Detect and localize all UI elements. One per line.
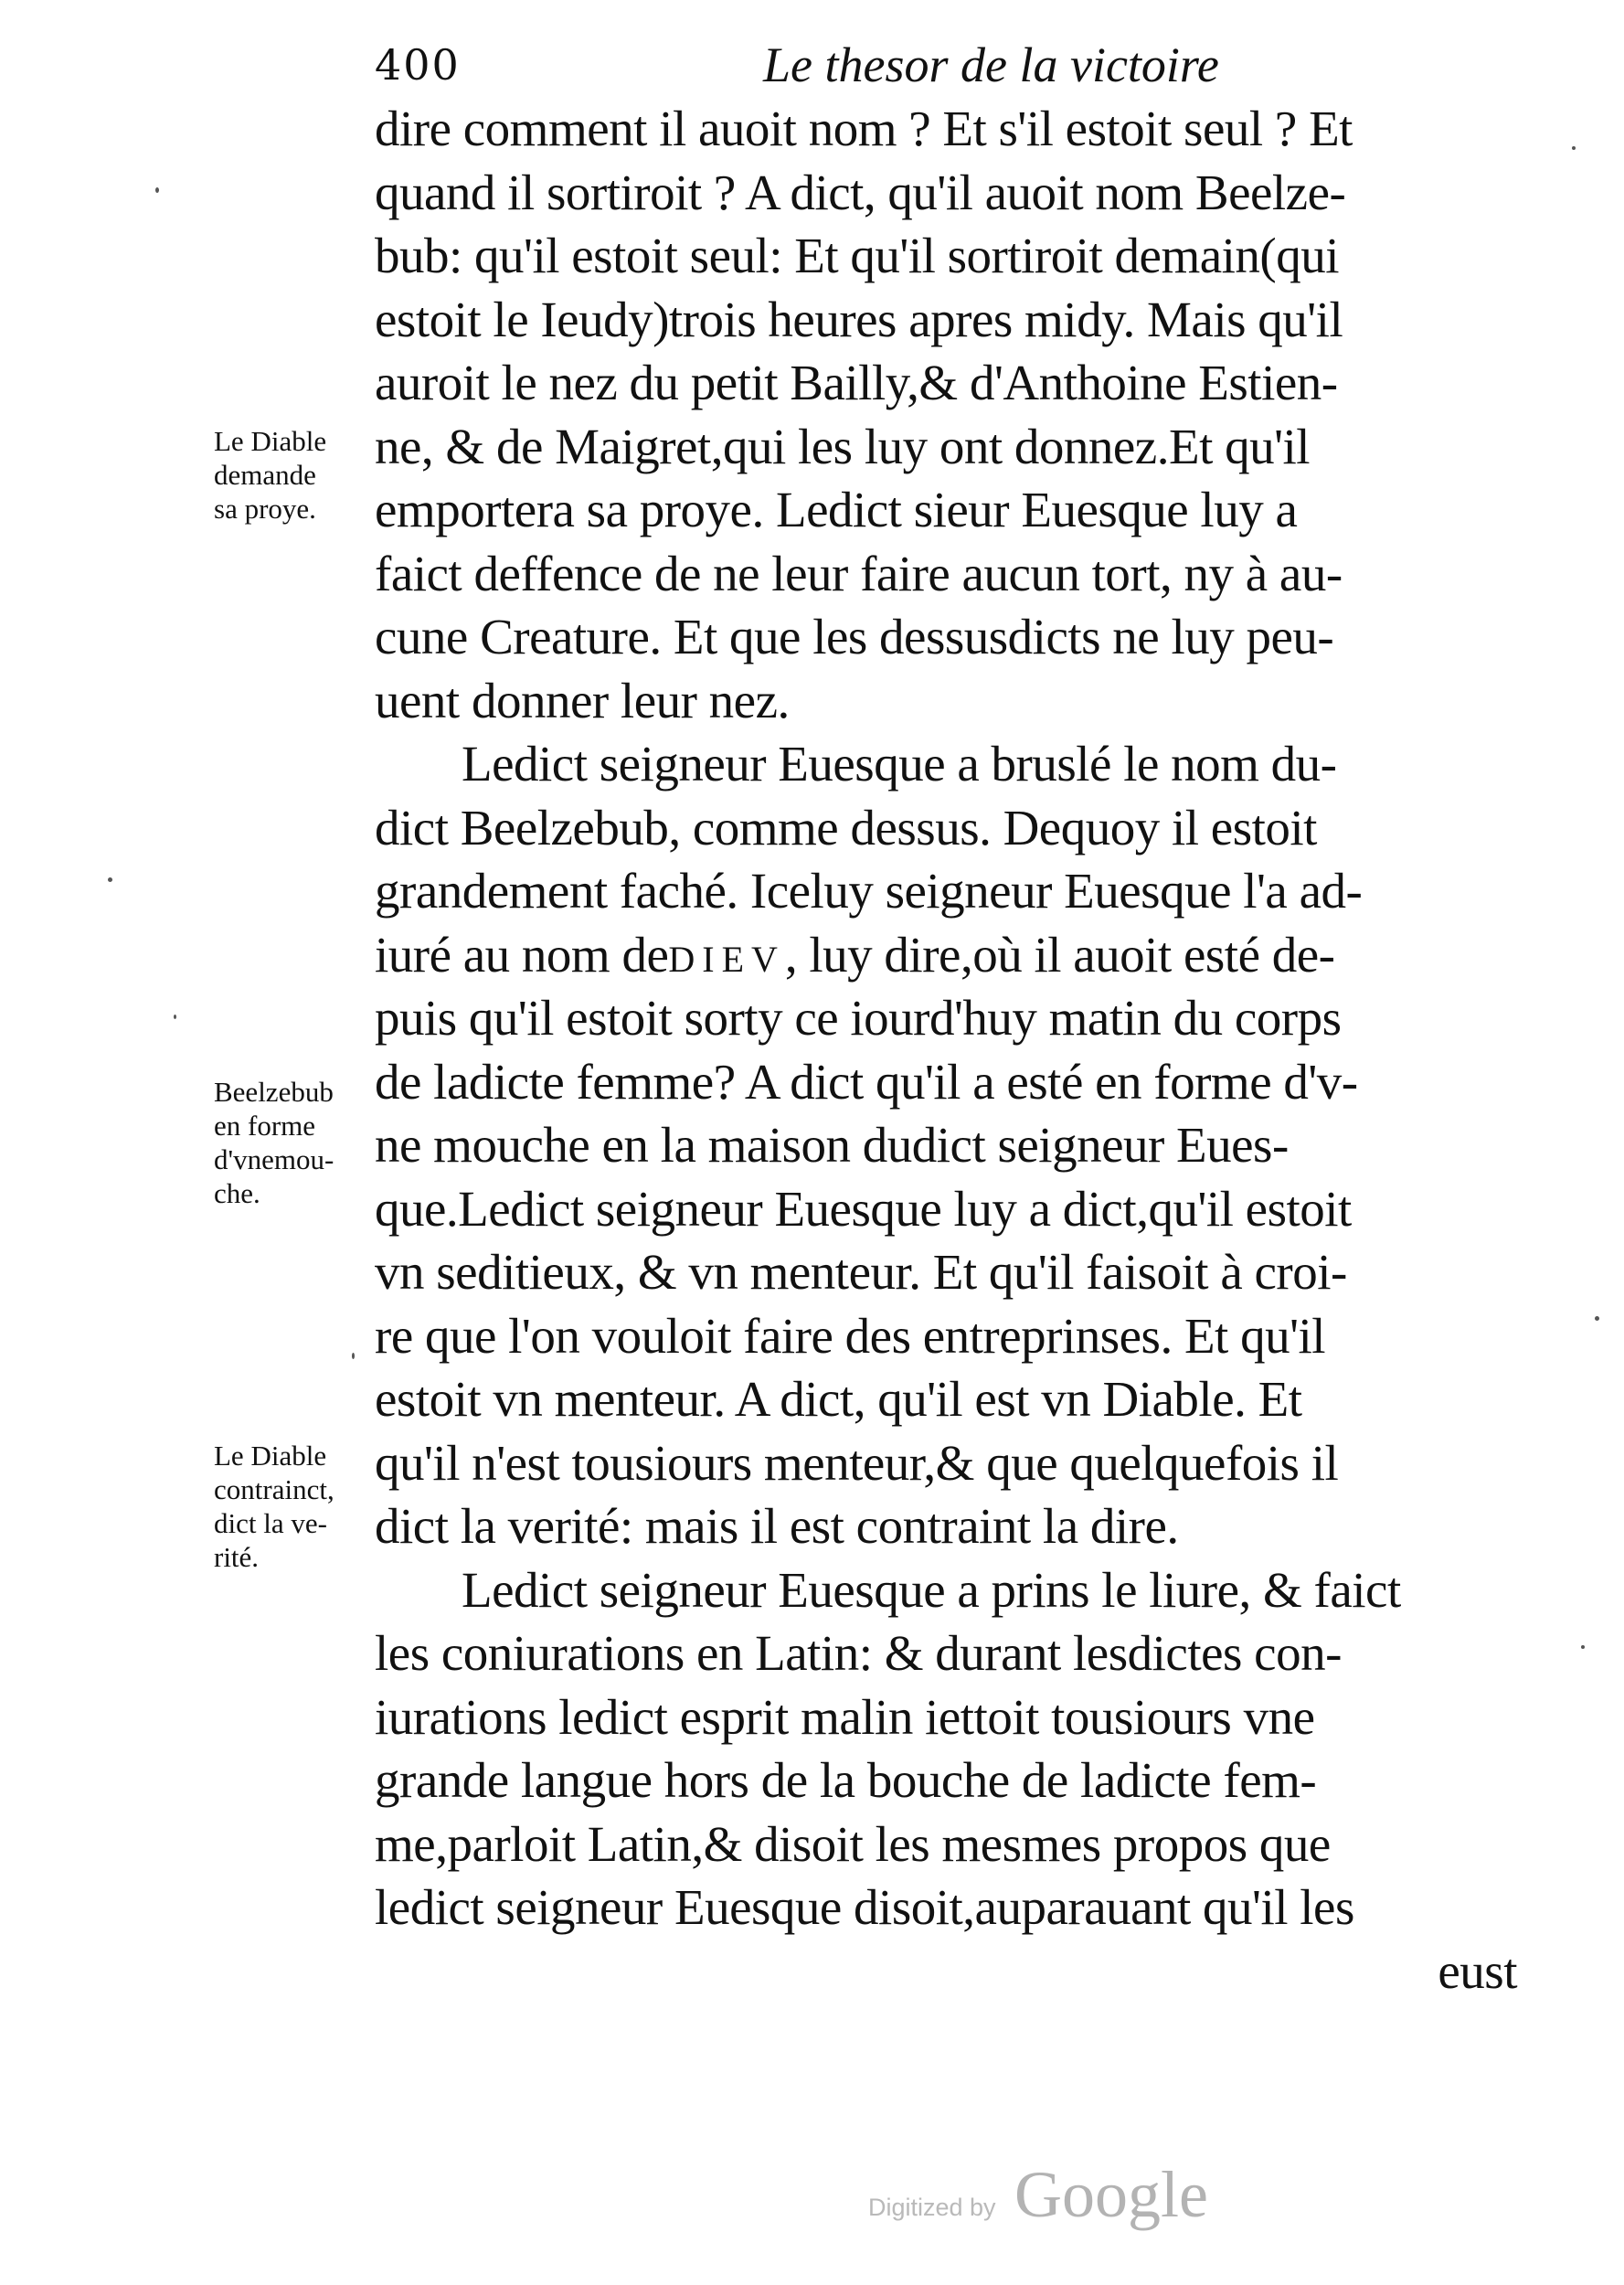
ink-speck [1581,1645,1585,1649]
watermark-caption: Digitized by [868,2194,996,2221]
text-line: les coniurations en Latin: & durant lesdictes con- [375,1625,1342,1681]
text-line: de ladicte femme? A dict qu'il a esté en forme d'v- [375,1053,1358,1110]
text-line: ne mouche en la maison dudict seigneur Eues- [375,1117,1289,1173]
margin-note-line: Beelzebub [214,1076,334,1108]
text-line: faict deffence de ne leur faire aucun tort, ny à au- [375,545,1343,601]
text-line: vn seditieux, & vn menteur. Et qu'il faisoit à croi- [375,1244,1347,1300]
paragraph-start-line: Ledict seigneur Euesque a prins le liure, & faict [462,1561,1401,1618]
margin-note-line: Le Diable [214,1440,327,1472]
margin-note-line: Le Diable [214,425,327,457]
catchword: eust [1438,1942,1517,1999]
text-line: que.Ledict seigneur Euesque luy a dict,qu'il estoit [375,1180,1352,1237]
text-line: emportera sa proye. Ledict sieur Euesque luy a [375,482,1298,537]
running-title: Le thesor de la victoire [763,37,1219,92]
text-line: estoit vn menteur. A dict, qu'il est vn Diable. Et [375,1371,1302,1427]
text-fragment: , luy dire,où il auoit esté de- [784,926,1335,983]
ink-speck [1595,1316,1599,1321]
text-line: grandement faché. Iceluy seigneur Euesque l'a ad- [375,863,1363,919]
small-caps-word: DIEV [668,938,785,980]
text-line: dire comment il auoit nom ? Et s'il estoit seul ? Et [375,101,1353,156]
text-line: auroit le nez du petit Bailly,& d'Anthoine Estien- [375,355,1338,410]
body-text [375,97,1517,2003]
text-line: ledict seigneur Euesque disoit,auparauant qu'il les [375,1879,1354,1935]
text-line: puis qu'il estoit sorty ce iourd'huy matin du corps [375,990,1342,1046]
ink-speck [174,1015,176,1019]
text-line: estoit le Ieudy)trois heures apres midy. Mais qu'il [375,291,1343,347]
text-line: bub: qu'il estoit seul: Et qu'il sortiroit demain(qui [375,228,1340,283]
text-fragment: iuré au nom de [375,926,669,983]
margin-note-line: contrainct, [214,1473,334,1505]
text-line: iurations ledict esprit malin iettoit tousiours vne [375,1688,1315,1745]
text-line: me,parloit Latin,& disoit les mesmes propos que [375,1815,1331,1872]
text-line: grande langue hors de la bouche de ladicte fem- [375,1752,1317,1808]
paragraph-start-line: Ledict seigneur Euesque a bruslé le nom du- [462,736,1337,792]
margin-note-beelzebub-mouche [214,1075,397,1210]
running-head [375,37,1234,101]
margin-note-diable-proye [214,424,397,526]
google-logo: Google [1014,2158,1208,2231]
margin-note-line: en forme [214,1110,316,1142]
ink-speck [155,187,159,193]
margin-note-line: dict la ve- [214,1507,327,1539]
text-line: quand il sortiroit ? A dict, qu'il auoit nom Beelze- [375,164,1346,220]
margin-note-line: rité. [214,1541,260,1573]
ink-speck [1572,146,1576,150]
ink-speck [108,877,112,882]
margin-note-diable-verite [214,1439,397,1574]
text-line [375,923,1517,987]
ink-speck [352,1353,355,1359]
text-line: dict Beelzebub, comme dessus. Dequoy il estoit [375,799,1317,856]
margin-note-line: d'vnemou- [214,1143,334,1175]
margin-note-line: sa proye. [214,493,316,525]
text-line: qu'il n'est tousiours menteur,& que quelquefois il [375,1434,1339,1491]
margin-note-line: che. [214,1177,260,1209]
page-number: 400 [375,40,461,90]
text-line: cune Creature. Et que les dessusdicts ne luy peu- [375,609,1334,664]
text-line: dict la verité: mais il est contraint la dire. [375,1498,1179,1554]
margin-note-line: demande [214,459,316,491]
text-line: ne, & de Maigret,qui les luy ont donnez.Et qu'il [375,418,1311,474]
text-line: uent donner leur nez. [375,672,790,728]
text-line: re que l'on vouloit faire des entreprinses. Et qu'il [375,1307,1326,1364]
